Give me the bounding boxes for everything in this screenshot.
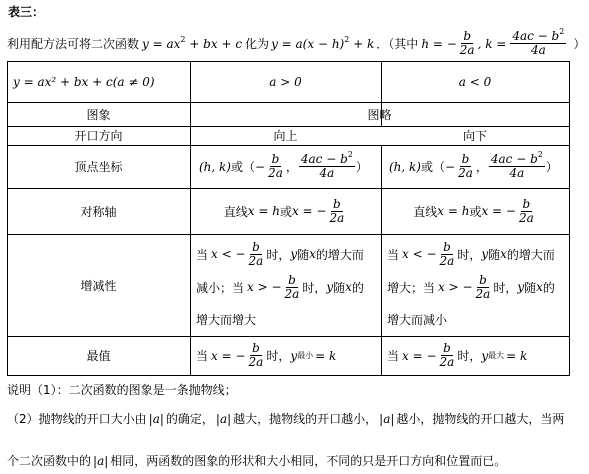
intro-line — [7, 27, 586, 57]
vertex-negative: (h, k) 或（ − $\frac{b}{2a}$ ， $\frac{4ac - b^2}{4a}$ ） — [389, 150, 558, 180]
row-label-vertex: 顶点坐标 — [74, 160, 123, 174]
extreme-negative: 当 x = − $\frac{b}{2a}$ 时， y 最大 = k — [387, 341, 528, 369]
header-a-positive: a > 0 — [269, 74, 302, 89]
intro-close: ） — [573, 37, 586, 51]
opening-up: 向上 — [273, 129, 298, 143]
mono-neg-line3: 增大而减小 — [387, 312, 448, 327]
intro-prefix: 利用配方法可将二次函数 — [7, 37, 140, 51]
header-a-negative: a < 0 — [458, 74, 492, 89]
opening-down: 向下 — [462, 129, 487, 143]
mono-pos-line1: 当 x < − $\frac{b}{2a}$ 时， y 随 x 的增大而 — [196, 239, 364, 268]
vertex-positive: (h, k) 或（ − $\frac{b}{2a}$ ， $\frac{4ac - b^2}{4a}$ ） — [199, 150, 368, 180]
mono-neg-line2: 增大；当 x > − $\frac{b}{2a}$ 时， y 随 x 的 — [387, 272, 555, 301]
heading: 表三： — [8, 5, 45, 19]
note-3: 个二次函数中的 |a| 相同，两函数的图象的形状和大小相同，不同的只是开口方向和位置而已。 — [7, 453, 507, 468]
monotonic-positive — [196, 234, 379, 336]
axis-positive: 直线 x = h 或 x = − $\frac{b}{2a}$ — [223, 196, 345, 225]
mono-neg-line1: 当 x < − $\frac{b}{2a}$ 时， y 随 x 的增大而 — [387, 239, 555, 268]
header-function: y = ax² + bx + c(a ≠ 0) — [13, 74, 155, 89]
axis-negative: 直线 x = h 或 x = − $\frac{b}{2a}$ — [413, 196, 534, 225]
note-1: 说明（1）：二次函数的图象是一条抛物线； — [7, 383, 237, 397]
mono-pos-line3: 增大而增大 — [196, 312, 257, 327]
intro-middle: 化为 — [245, 37, 270, 51]
mono-pos-line2: 减小；当 x > − $\frac{b}{2a}$ 时， y 随 x 的 — [196, 272, 364, 301]
row-label-graph: 图象 — [86, 107, 111, 122]
extreme-positive: 当 x = − $\frac{b}{2a}$ 时， y 最小 = k — [196, 341, 337, 369]
intro-h-eq: h = − — [421, 36, 457, 51]
intro-period: ．（其中 — [376, 37, 419, 51]
intro-standard-form: $y = ax^2$ + bx + c — [142, 34, 243, 51]
intro-k-frac: $\frac{4ac - b^2}{4a}$ — [512, 27, 565, 57]
intro-k-eq: , k = — [477, 36, 507, 51]
monotonic-negative — [387, 234, 569, 336]
quadratic-properties-table — [7, 61, 570, 376]
note-2: （2）抛物线的开口大小由 |a| 的确定， |a| 越大，抛物线的开口越小， |a| 越小，抛物线的开口越大，当两 — [7, 411, 565, 426]
row-label-opening: 开口方向 — [74, 129, 123, 143]
graph-value: 图略 — [367, 107, 392, 122]
intro-vertex-form: $y = a(x - h)^2 + k$ — [271, 34, 375, 51]
row-label-axis: 对称轴 — [80, 204, 117, 219]
row-label-extreme: 最值 — [86, 349, 111, 363]
row-label-monotonic: 增减性 — [80, 278, 117, 293]
intro-h-frac: $\frac{b}{2a}$ — [459, 29, 475, 57]
